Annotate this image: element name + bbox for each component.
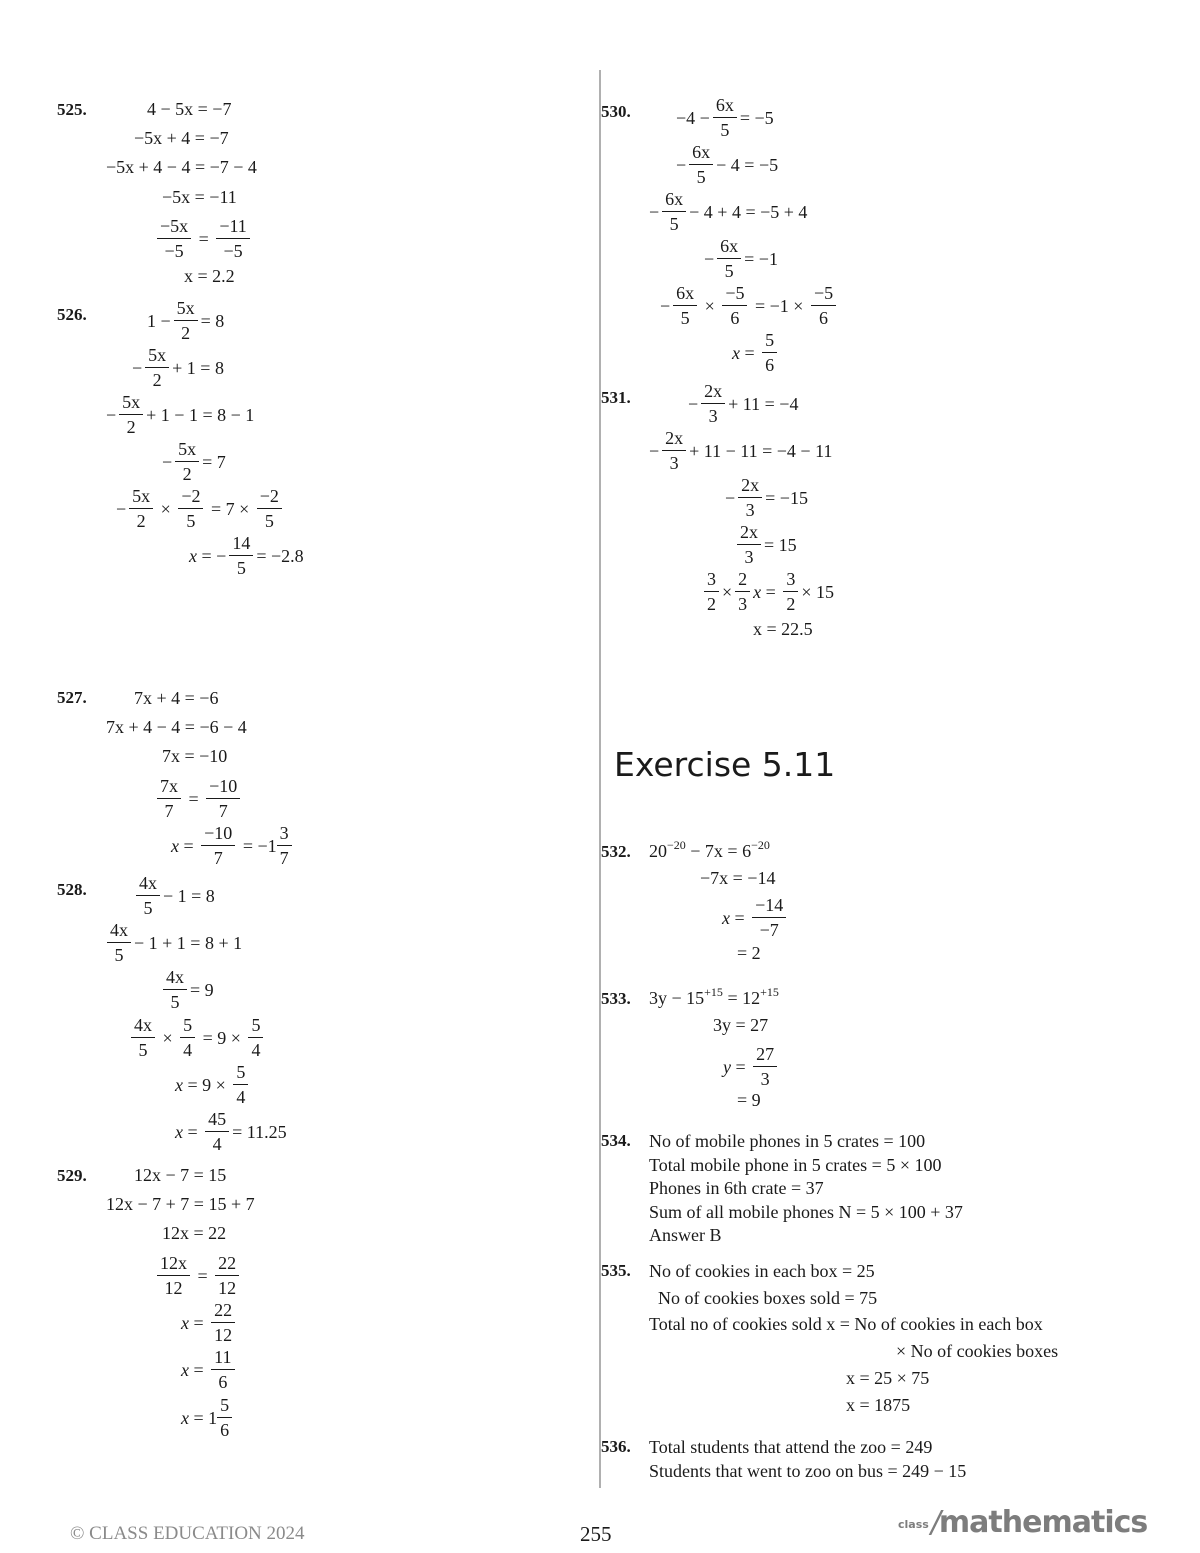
equation-line: $\frac{7x}{7}$ = $\frac{-10}{7}$ [154, 774, 243, 823]
question-number: 527. [57, 688, 87, 707]
equation-line: x = − $\frac{14}{5}$ = −2.8 [189, 533, 304, 578]
equation-line: = 2 [737, 943, 761, 963]
equation-line: − $\frac{6x}{5}$ − 4 = −5 [676, 142, 779, 187]
equation-line: − $\frac{2x}{3}$ + 11 = −4 [688, 381, 799, 426]
fraction: $\frac{4x}{5}$ [131, 1013, 155, 1062]
equation-line: − $\frac{2x}{3}$ = −15 [725, 475, 808, 520]
question-number: 526. [57, 305, 87, 324]
question-number: 532. [601, 842, 631, 861]
fraction: $\frac{45}{4}$ [205, 1107, 229, 1156]
fraction: $\frac{-2}{5}$ [257, 484, 282, 533]
question-number: 530. [601, 102, 631, 121]
fraction: $\frac{-5x}{-5}$ [157, 214, 191, 263]
text-line: Answer B [649, 1225, 722, 1245]
question-number: 525. [57, 100, 87, 119]
fraction: $\frac{6x}{5}$ [689, 140, 713, 189]
text-line: No of mobile phones in 5 crates = 100 [649, 1131, 926, 1151]
fraction: $\frac{7x}{7}$ [157, 774, 181, 823]
equation-line: x = $\frac{45}{4}$ = 11.25 [175, 1109, 287, 1154]
fraction: $\frac{5x}{2}$ [119, 390, 143, 439]
copyright-text: © CLASS EDUCATION 2024 [70, 1523, 305, 1544]
fraction: $\frac{-14}{-7}$ [752, 893, 786, 942]
equation-line: $3y - 15^{+15} = 12^{+15}$ [649, 985, 779, 1008]
fraction: $\frac{2}{3}$ [735, 567, 750, 616]
section-heading: Exercise 5.11 [614, 745, 836, 784]
equation-line: x = 9 × $\frac{5}{4}$ [175, 1060, 251, 1109]
equation-line: 12x = 22 [162, 1223, 227, 1243]
question-number: 535. [601, 1261, 631, 1280]
equation-line: $20^{-20} - 7x = 6^{-20}$ [649, 838, 770, 861]
equation-line: − $\frac{6x}{5}$ − 4 + 4 = −5 + 4 [649, 189, 808, 234]
equation-line: 7x = −10 [162, 746, 228, 766]
equation-line: x = $\frac{-10}{7}$ = −1 $\frac{3}{7}$ [171, 821, 295, 870]
fraction: $\frac{14}{5}$ [229, 531, 253, 580]
fraction: $\frac{5x}{2}$ [129, 484, 153, 533]
fraction: $\frac{6x}{5}$ [662, 187, 686, 236]
fraction: $\frac{27}{3}$ [753, 1042, 777, 1091]
equation-line: − $\frac{2x}{3}$ + 11 − 11 = −4 − 11 [649, 428, 833, 473]
fraction: $\frac{6x}{5}$ [713, 93, 737, 142]
fraction: $\frac{5}{6}$ [762, 328, 777, 377]
fraction: $\frac{22}{12}$ [215, 1251, 239, 1300]
equation-line: = 9 [737, 1090, 761, 1110]
logo-big-text: mathematics [938, 1505, 1148, 1540]
equation-line: $\frac{12x}{12}$ = $\frac{22}{12}$ [154, 1251, 242, 1300]
equation-line: $\frac{3}{2}$ × $\frac{2}{3}$ x = $\frac{3}{2}$ × 15 [701, 567, 834, 616]
fraction: $\frac{22}{12}$ [211, 1298, 235, 1347]
fraction: $\frac{6x}{5}$ [673, 281, 697, 330]
text-line: No of cookies in each box = 25 [649, 1261, 875, 1281]
equation-line: 1 − $\frac{5x}{2}$ = 8 [147, 298, 225, 343]
question-number: 529. [57, 1166, 87, 1185]
equation-line: −7x = −14 [700, 868, 776, 888]
equation-line: 4 − 5x = −7 [147, 99, 232, 119]
fraction: $\frac{5}{4}$ [180, 1013, 195, 1062]
equation-line: −4 − $\frac{6x}{5}$ = −5 [676, 95, 774, 140]
equation-line: x = $\frac{11}{6}$ [181, 1345, 238, 1394]
question-number: 534. [601, 1131, 631, 1150]
fraction: $\frac{5}{6}$ [217, 1393, 232, 1442]
logo-small-text: class [898, 1518, 929, 1531]
equation-line: − $\frac{5x}{2}$ + 1 − 1 = 8 − 1 [106, 392, 255, 437]
fraction: $\frac{2x}{3}$ [738, 473, 762, 522]
brand-logo [898, 1505, 1147, 1540]
text-line: Total no of cookies sold x = No of cookies in each box [649, 1314, 1043, 1334]
fraction: $\frac{3}{2}$ [704, 567, 719, 616]
equation-line: $\frac{4x}{5}$ − 1 = 8 [133, 871, 215, 920]
fraction: $\frac{5}{4}$ [233, 1060, 248, 1109]
logo-slash-icon: / [930, 1505, 941, 1540]
equation-line: 12x − 7 + 7 = 15 + 7 [106, 1194, 255, 1214]
fraction: $\frac{-5}{6}$ [811, 281, 836, 330]
equation-line: − $\frac{5x}{2}$ + 1 = 8 [132, 345, 224, 390]
equation-line: y = $\frac{27}{3}$ [723, 1042, 780, 1091]
fraction: $\frac{-10}{7}$ [201, 821, 235, 870]
text-line: Total mobile phone in 5 crates = 5 × 100 [649, 1155, 942, 1175]
fraction: $\frac{5x}{2}$ [145, 343, 169, 392]
fraction: $\frac{5x}{2}$ [174, 296, 198, 345]
equation-line: x = 1 $\frac{5}{6}$ [181, 1393, 235, 1442]
fraction: $\frac{3}{2}$ [783, 567, 798, 616]
fraction: $\frac{-11}{-5}$ [216, 214, 249, 263]
equation-line: − $\frac{6x}{5}$ = −1 [704, 236, 778, 281]
equation-line: $\frac{4x}{5}$ = 9 [160, 965, 214, 1014]
fraction: $\frac{5x}{2}$ [175, 437, 199, 486]
equation-line: $\frac{4x}{5}$ × $\frac{5}{4}$ = 9 × $\frac{5}{4}$ [128, 1013, 266, 1062]
equation-line: −5x + 4 = −7 [134, 128, 229, 148]
text-line: x = 25 × 75 [846, 1368, 930, 1388]
equation-line: − $\frac{5x}{2}$ = 7 [162, 439, 226, 484]
equation-line: x = $\frac{22}{12}$ [181, 1298, 238, 1347]
fraction: $\frac{4x}{5}$ [163, 965, 187, 1014]
equation-line: −5x + 4 − 4 = −7 − 4 [106, 157, 257, 177]
question-number: 536. [601, 1437, 631, 1456]
equation-line: x = 2.2 [184, 266, 235, 286]
equation-line: 7x + 4 = −6 [134, 688, 219, 708]
text-line: Total students that attend the zoo = 249 [649, 1437, 933, 1457]
text-line: Sum of all mobile phones N = 5 × 100 + 37 [649, 1202, 963, 1222]
fraction: $\frac{12x}{12}$ [157, 1251, 190, 1300]
equation-line: 12x − 7 = 15 [134, 1165, 227, 1185]
equation-line: $\frac{2x}{3}$ = 15 [734, 520, 797, 569]
fraction: $\frac{-10}{7}$ [206, 774, 240, 823]
fraction: $\frac{11}{6}$ [211, 1345, 234, 1394]
equation-line: 3y = 27 [713, 1015, 769, 1035]
equation-line: $\frac{-5x}{-5}$ = $\frac{-11}{-5}$ [154, 214, 253, 263]
fraction: $\frac{5}{4}$ [248, 1013, 263, 1062]
page-number: 255 [580, 1522, 612, 1546]
fraction: $\frac{-2}{5}$ [178, 484, 203, 533]
equation-line: x = $\frac{-14}{-7}$ [722, 893, 789, 942]
text-line: No of cookies boxes sold = 75 [658, 1288, 878, 1308]
fraction: $\frac{2x}{3}$ [701, 379, 725, 428]
equation-line: 7x + 4 − 4 = −6 − 4 [106, 717, 247, 737]
text-line: × No of cookies boxes [896, 1341, 1059, 1361]
equation-line: x = 22.5 [753, 619, 813, 639]
text-line: Phones in 6th crate = 37 [649, 1178, 824, 1198]
question-number: 533. [601, 989, 631, 1008]
text-line: Students that went to zoo on bus = 249 − 15 [649, 1461, 967, 1481]
fraction: $\frac{-5}{6}$ [722, 281, 747, 330]
fraction: $\frac{6x}{5}$ [717, 234, 741, 283]
fraction: $\frac{4x}{5}$ [136, 871, 160, 920]
fraction: $\frac{2x}{3}$ [662, 426, 686, 475]
equation-line: −5x = −11 [162, 187, 237, 207]
fraction: $\frac{3}{7}$ [277, 821, 292, 870]
fraction: $\frac{2x}{3}$ [737, 520, 761, 569]
question-number: 531. [601, 388, 631, 407]
fraction: $\frac{4x}{5}$ [107, 918, 131, 967]
equation-line: − $\frac{5x}{2}$ × $\frac{-2}{5}$ = 7 × $\frac{-2}{5}$ [116, 484, 285, 533]
equation-line: x = $\frac{5}{6}$ [732, 328, 780, 377]
question-number: 528. [57, 880, 87, 899]
equation-line: − $\frac{6x}{5}$ × $\frac{-5}{6}$ = −1 × $\frac{-5}{6}$ [660, 281, 839, 330]
text-line: x = 1875 [846, 1395, 911, 1415]
equation-line: $\frac{4x}{5}$ − 1 + 1 = 8 + 1 [104, 918, 242, 967]
